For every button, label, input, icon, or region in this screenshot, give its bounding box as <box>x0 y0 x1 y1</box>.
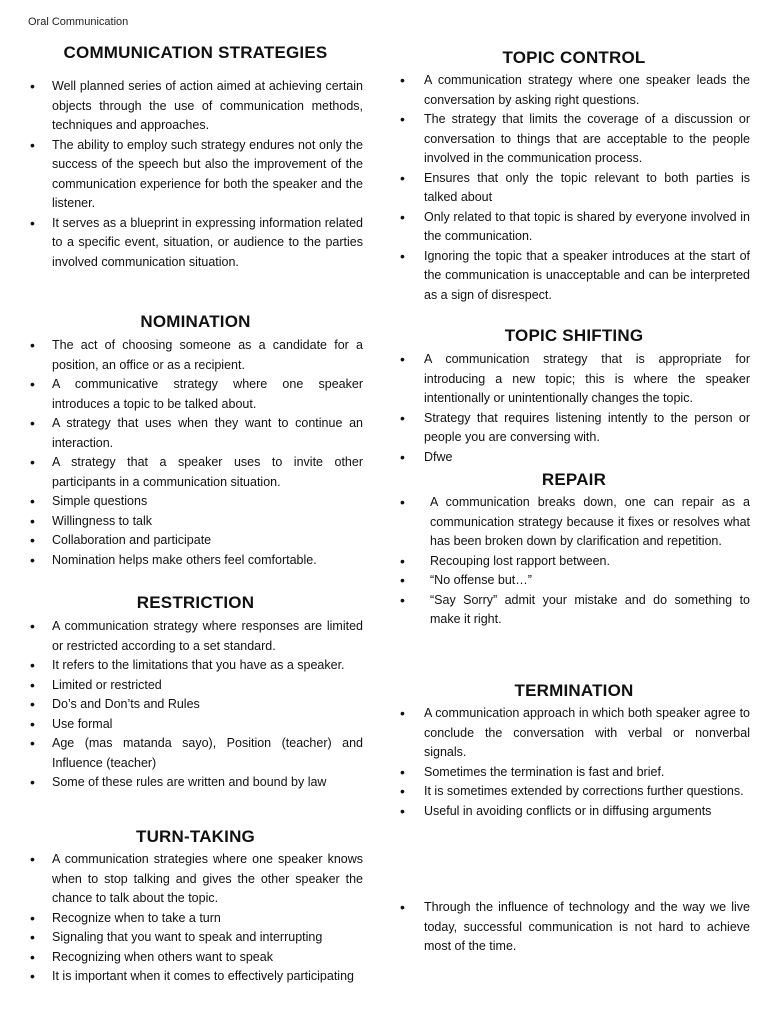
section-communication-strategies <box>28 42 363 272</box>
list-item: • It serves as a blueprint in expressing information related to a specific event, situation, or audience to the parties involved communication situation. <box>28 214 363 273</box>
section-title: TURN-TAKING <box>136 827 255 846</box>
list-item: • “Say Sorry” admit your mistake and do something to make it right. <box>398 591 750 630</box>
section-repair <box>398 469 750 630</box>
list-item: • Ignoring the topic that a speaker introduces at the start of the communication is unacceptable and can be interpreted as a sign of disrespect. <box>398 247 750 306</box>
list-item: • A communication strategies where one speaker knows when to stop talking and gives the other speaker the chance to talk about the topic. <box>28 850 363 909</box>
section-title: RESTRICTION <box>136 593 255 612</box>
bullet-list <box>398 71 750 305</box>
list-item: • Sometimes the termination is fast and brief. <box>398 763 750 783</box>
list-item: • Strategy that requires listening intently to the person or people you are conversing with. <box>398 409 750 448</box>
section-termination <box>398 680 750 821</box>
list-item: • Ensures that only the topic relevant to both parties is talked about <box>398 169 750 208</box>
section-turn-taking <box>28 826 363 987</box>
bullet-list <box>398 350 750 467</box>
bullet-list <box>398 493 750 630</box>
list-item: • A strategy that a speaker uses to invite other participants in a communication situation. <box>28 453 363 492</box>
section-restriction <box>28 592 363 793</box>
section-topic-control <box>398 47 750 305</box>
section-topic-shifting <box>398 325 750 467</box>
list-item: • Recognize when to take a turn <box>28 909 363 929</box>
list-item: • The act of choosing someone as a candidate for a position, an office or as a recipient. <box>28 336 363 375</box>
list-item: • The ability to employ such strategy endures not only the success of the speech but also the improvement of the communication experience for both the speaker and the listener. <box>28 136 363 214</box>
section-title: COMMUNICATION STRATEGIES <box>63 43 328 62</box>
list-item: • Age (mas matanda sayo), Position (teacher) and Influence (teacher) <box>28 734 363 773</box>
list-item: • Only related to that topic is shared by everyone involved in the communication. <box>398 208 750 247</box>
section-title: NOMINATION <box>140 312 251 331</box>
section-nomination <box>28 311 363 570</box>
list-item: • A communication breaks down, one can repair as a communication strategy because it fixes or resolves what has been broken down by clarification and repetition. <box>398 493 750 552</box>
list-item: • It is important when it comes to effectively participating <box>28 967 363 987</box>
list-item: • Signaling that you want to speak and interrupting <box>28 928 363 948</box>
bullet-list <box>398 704 750 821</box>
list-item: • A communicative strategy where one speaker introduces a topic to be talked about. <box>28 375 363 414</box>
list-item: • Use formal <box>28 715 363 735</box>
bullet-list <box>28 850 363 987</box>
list-item: • Some of these rules are written and bound by law <box>28 773 363 793</box>
list-item: • Recouping lost rapport between. <box>398 552 750 572</box>
list-item: • Willingness to talk <box>28 512 363 532</box>
list-item: • A communication approach in which both speaker agree to conclude the conversation with verbal or nonverbal signals. <box>398 704 750 763</box>
list-item: • Useful in avoiding conflicts or in diffusing arguments <box>398 802 750 822</box>
list-item: • It refers to the limitations that you have as a speaker. <box>28 656 363 676</box>
bullet-list <box>398 898 750 957</box>
section-title: TOPIC CONTROL <box>502 48 646 67</box>
list-item: • Well planned series of action aimed at achieving certain objects through the use of communication methods, techniques and approaches. <box>28 77 363 136</box>
list-item: • Dfwe <box>398 448 750 468</box>
section-title: REPAIR <box>541 470 607 489</box>
list-item: • Nomination helps make others feel comfortable. <box>28 551 363 571</box>
list-item: • A communication strategy that is appropriate for introducing a new topic; this is where the speaker intentionally or unintentionally changes the topic. <box>398 350 750 409</box>
section-title: TERMINATION <box>514 681 634 700</box>
section-title: TOPIC SHIFTING <box>504 326 644 345</box>
list-item: • Do’s and Don’ts and Rules <box>28 695 363 715</box>
list-item: • “No offense but…” <box>398 571 750 591</box>
list-item: • Collaboration and participate <box>28 531 363 551</box>
list-item: • It is sometimes extended by corrections further questions. <box>398 782 750 802</box>
section-closing <box>398 898 750 957</box>
list-item: • The strategy that limits the coverage of a discussion or conversation to things that are acceptable to the people involved in the communication process. <box>398 110 750 169</box>
bullet-list <box>28 77 363 272</box>
list-item: • Through the influence of technology and the way we live today, successful communication is not hard to achieve most of the time. <box>398 898 750 957</box>
list-item: • A communication strategy where one speaker leads the conversation by asking right questions. <box>398 71 750 110</box>
bullet-list <box>28 336 363 570</box>
list-item: • Recognizing when others want to speak <box>28 948 363 968</box>
list-item: • A strategy that uses when they want to continue an interaction. <box>28 414 363 453</box>
list-item: • A communication strategy where responses are limited or restricted according to a set standard. <box>28 617 363 656</box>
list-item: • Limited or restricted <box>28 676 363 696</box>
document-header: Oral Communication <box>28 16 129 28</box>
bullet-list <box>28 617 363 793</box>
list-item: • Simple questions <box>28 492 363 512</box>
